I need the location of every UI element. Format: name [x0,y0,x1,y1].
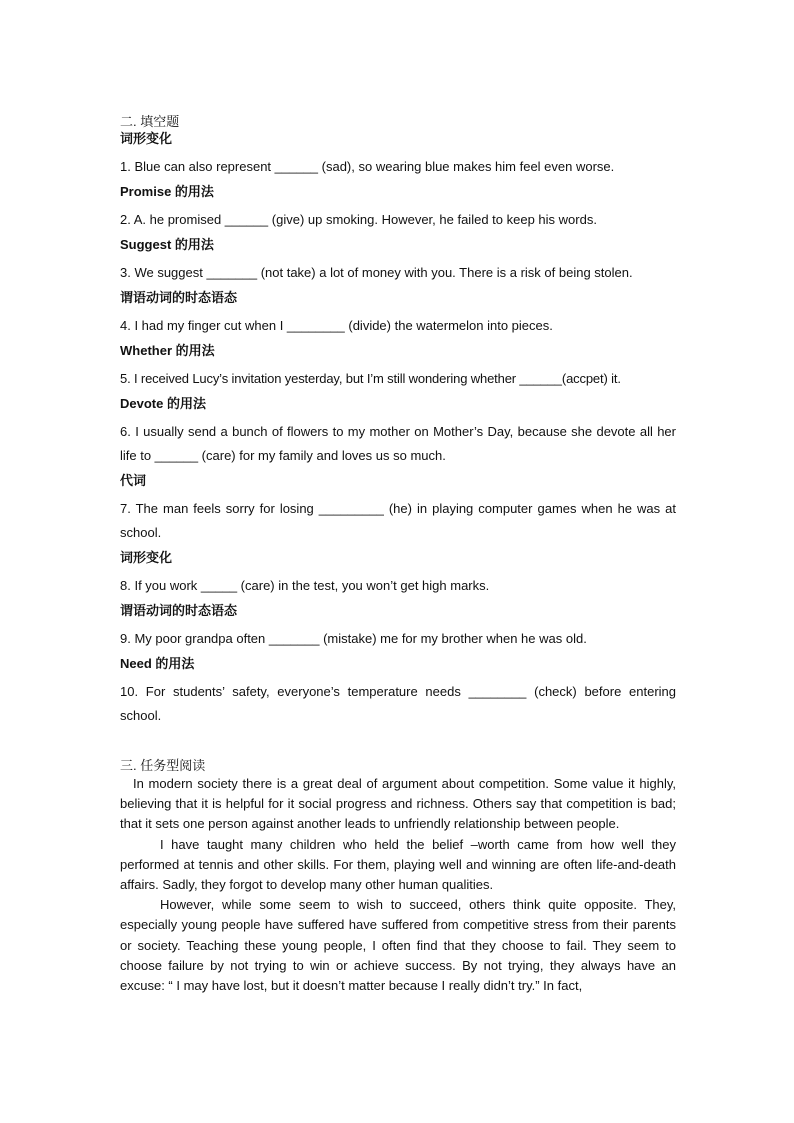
category-label: Devote 的用法 [120,396,206,411]
category-label: Whether 的用法 [120,343,215,358]
section-title-fill-in: 二. 填空题 [120,114,180,129]
question-6: 6. I usually send a bunch of flowers to my mother on Mother’s Day, because she devote all her life to ______ (care) for my family and loves us so much. [120,424,676,463]
section-title-reading: 三. 任务型阅读 [120,758,206,773]
category-label: 词形变化 [120,131,173,146]
document-page [120,114,676,996]
category-label: 谓语动词的时态语态 [120,290,238,305]
category-label: 谓语动词的时态语态 [120,603,238,618]
question-1: 1. Blue can also represent ______ (sad), so wearing blue makes him feel even worse. [120,159,615,174]
question-4: 4. I had my finger cut when I ________ (divide) the watermelon into pieces. [120,318,553,333]
question-8: 8. If you work _____ (care) in the test, you won’t get high marks. [120,578,490,593]
question-7: 7. The man feels sorry for losing _________ (he) in playing computer games when he was at school. [120,501,676,540]
question-3: 3. We suggest _______ (not take) a lot of money with you. There is a risk of being stolen. [120,265,633,280]
category-label: 词形变化 [120,550,173,565]
question-10: 10. For students’ safety, everyone’s temperature needs ________ (check) before entering school. [120,684,676,723]
question-5: 5. I received Lucy’s invitation yesterday, but I’m still wondering whether ______(accpet) it. [120,371,621,386]
reading-paragraph: In modern society there is a great deal of argument about competition. Some value it highly, believing that it is helpful for it social progress and richness. Others say that competition is bad; that it sets one person against another leads to unfriendly relationship between people. [120,776,676,832]
category-label: 代词 [120,473,147,488]
category-label: Suggest 的用法 [120,237,214,252]
category-label: Promise 的用法 [120,184,214,199]
reading-paragraph: However, while some seem to wish to succeed, others think quite opposite. They, especially young people have suffered have suffered from competitive stress from their parents or society. Teaching these young people, I often find that they choose to fail. They seem to choose failure by not trying to win or achieve success. By not trying, they always have an excuse: “ I may have lost, but it doesn’t matter because I really didn’t try.” In fact, [120,897,676,994]
question-2: 2. A. he promised ______ (give) up smoking. However, he failed to keep his words. [120,212,597,227]
question-9: 9. My poor grandpa often _______ (mistake) me for my brother when he was old. [120,631,587,646]
reading-paragraph: I have taught many children who held the belief –worth came from how well they performed at tennis and other skills. For them, playing well and winning are often life-and-death affairs. Sadly, they forgot to develop many other human qualities. [120,836,676,893]
category-label: Need 的用法 [120,656,195,671]
reading-passage [120,774,676,996]
